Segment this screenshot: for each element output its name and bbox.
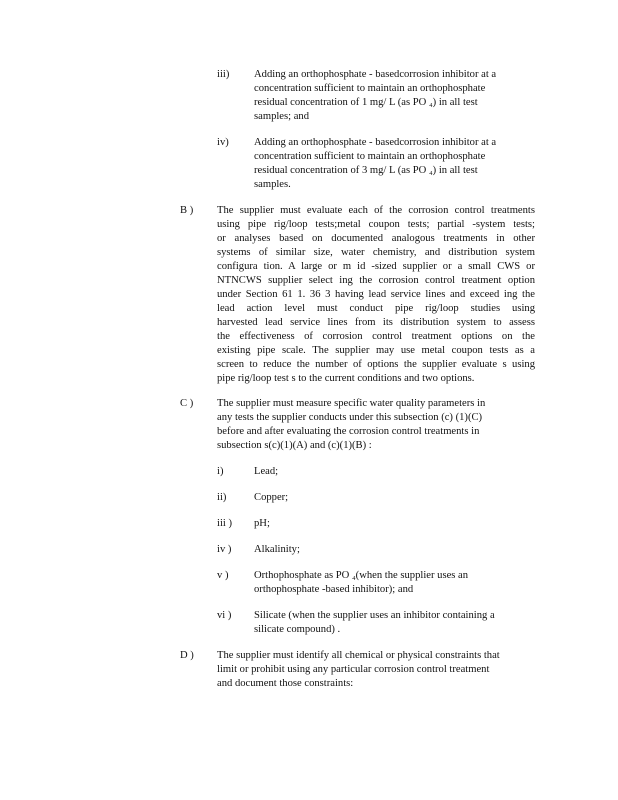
text-line: and document those constraints: <box>217 678 354 689</box>
text-line: residual concentration of 3 mg/ L (as PO ₄) in all test <box>254 165 478 176</box>
text-line: configura tion. A large or m id -sized supplier or a small CWS or <box>217 261 535 272</box>
item-label: iii ) <box>217 518 233 529</box>
item-label: iv ) <box>217 544 232 555</box>
section-label: B ) <box>180 205 194 216</box>
text-line: subsection s(c)(1)(A) and (c)(1)(B) : <box>217 440 372 451</box>
section-label: C ) <box>180 398 194 409</box>
item-text <box>254 68 496 124</box>
text-line: pH; <box>254 518 270 529</box>
item-text <box>254 517 270 531</box>
item-label: vi ) <box>217 610 232 621</box>
text-line: limit or prohibit using any particular corrosion control treatment <box>217 664 490 675</box>
text-line: Adding an orthophosphate - basedcorrosion inhibitor at a <box>254 137 497 148</box>
item-text <box>254 569 468 597</box>
item-text <box>254 465 278 479</box>
text-line: using pipe rig/loop tests;metal coupon tests; partial -system tests; <box>217 219 535 230</box>
item-label: iv) <box>217 137 229 148</box>
text-line: concentration sufficient to maintain an orthophosphate <box>254 83 486 94</box>
section-text <box>217 204 535 386</box>
item-text <box>254 609 495 637</box>
section-text <box>217 649 500 691</box>
text-line: pipe rig/loop test s to the current conditions and two options. <box>217 373 475 384</box>
text-line: Alkalinity; <box>254 544 300 555</box>
text-line: existing pipe scale. The supplier may use metal coupon tests as a <box>217 345 535 356</box>
text-line: harvested lead service lines from its distribution system to assess <box>217 317 535 328</box>
item-label: iii) <box>217 69 230 80</box>
item-text <box>254 491 288 505</box>
item-text <box>254 543 300 557</box>
text-line: samples; and <box>254 111 310 122</box>
item-label: i) <box>217 466 224 477</box>
text-line: orthophosphate -based inhibitor); and <box>254 584 414 595</box>
text-line: concentration sufficient to maintain an orthophosphate <box>254 151 486 162</box>
text-line: before and after evaluating the corrosion control treatments in <box>217 426 480 437</box>
section-text <box>217 397 485 453</box>
text-line: The supplier must evaluate each of the corrosion control treatments <box>217 205 535 216</box>
section-label: D ) <box>180 650 194 661</box>
text-line: screen to reduce the number of options the supplier evaluate s using <box>217 359 535 370</box>
text-line: Orthophosphate as PO ₄(when the supplier uses an <box>254 570 469 581</box>
text-line: samples. <box>254 179 291 190</box>
item-label: ii) <box>217 492 227 503</box>
text-line: Lead; <box>254 466 279 477</box>
text-line: or analyses based on documented analogous treatments in other <box>217 233 535 244</box>
text-line: any tests the supplier conducts under this subsection (c) (1)(C) <box>217 412 483 423</box>
text-line: Silicate (when the supplier uses an inhibitor containing a <box>254 610 495 621</box>
text-line: Copper; <box>254 492 289 503</box>
text-line: Adding an orthophosphate - basedcorrosion inhibitor at a <box>254 69 497 80</box>
item-label: v ) <box>217 570 229 581</box>
text-line: NTNCWS supplier select ing the corrosion control treatment option <box>217 275 535 286</box>
text-line: lead action level must conduct pipe rig/loop studies using <box>217 303 535 314</box>
text-line: under Section 61 1. 36 3 having lead service lines and exceed ing the <box>217 289 535 300</box>
text-line: The supplier must measure specific water quality parameters in <box>217 398 486 409</box>
text-line: systems of similar size, water chemistry, and distribution system <box>217 247 535 258</box>
item-text <box>254 136 496 192</box>
text-line: the effectiveness of corrosion control treatment options on the <box>217 331 535 342</box>
text-line: residual concentration of 1 mg/ L (as PO ₄) in all test <box>254 97 478 108</box>
text-line: The supplier must identify all chemical or physical constraints that <box>217 650 500 661</box>
text-line: silicate compound) . <box>254 624 341 635</box>
